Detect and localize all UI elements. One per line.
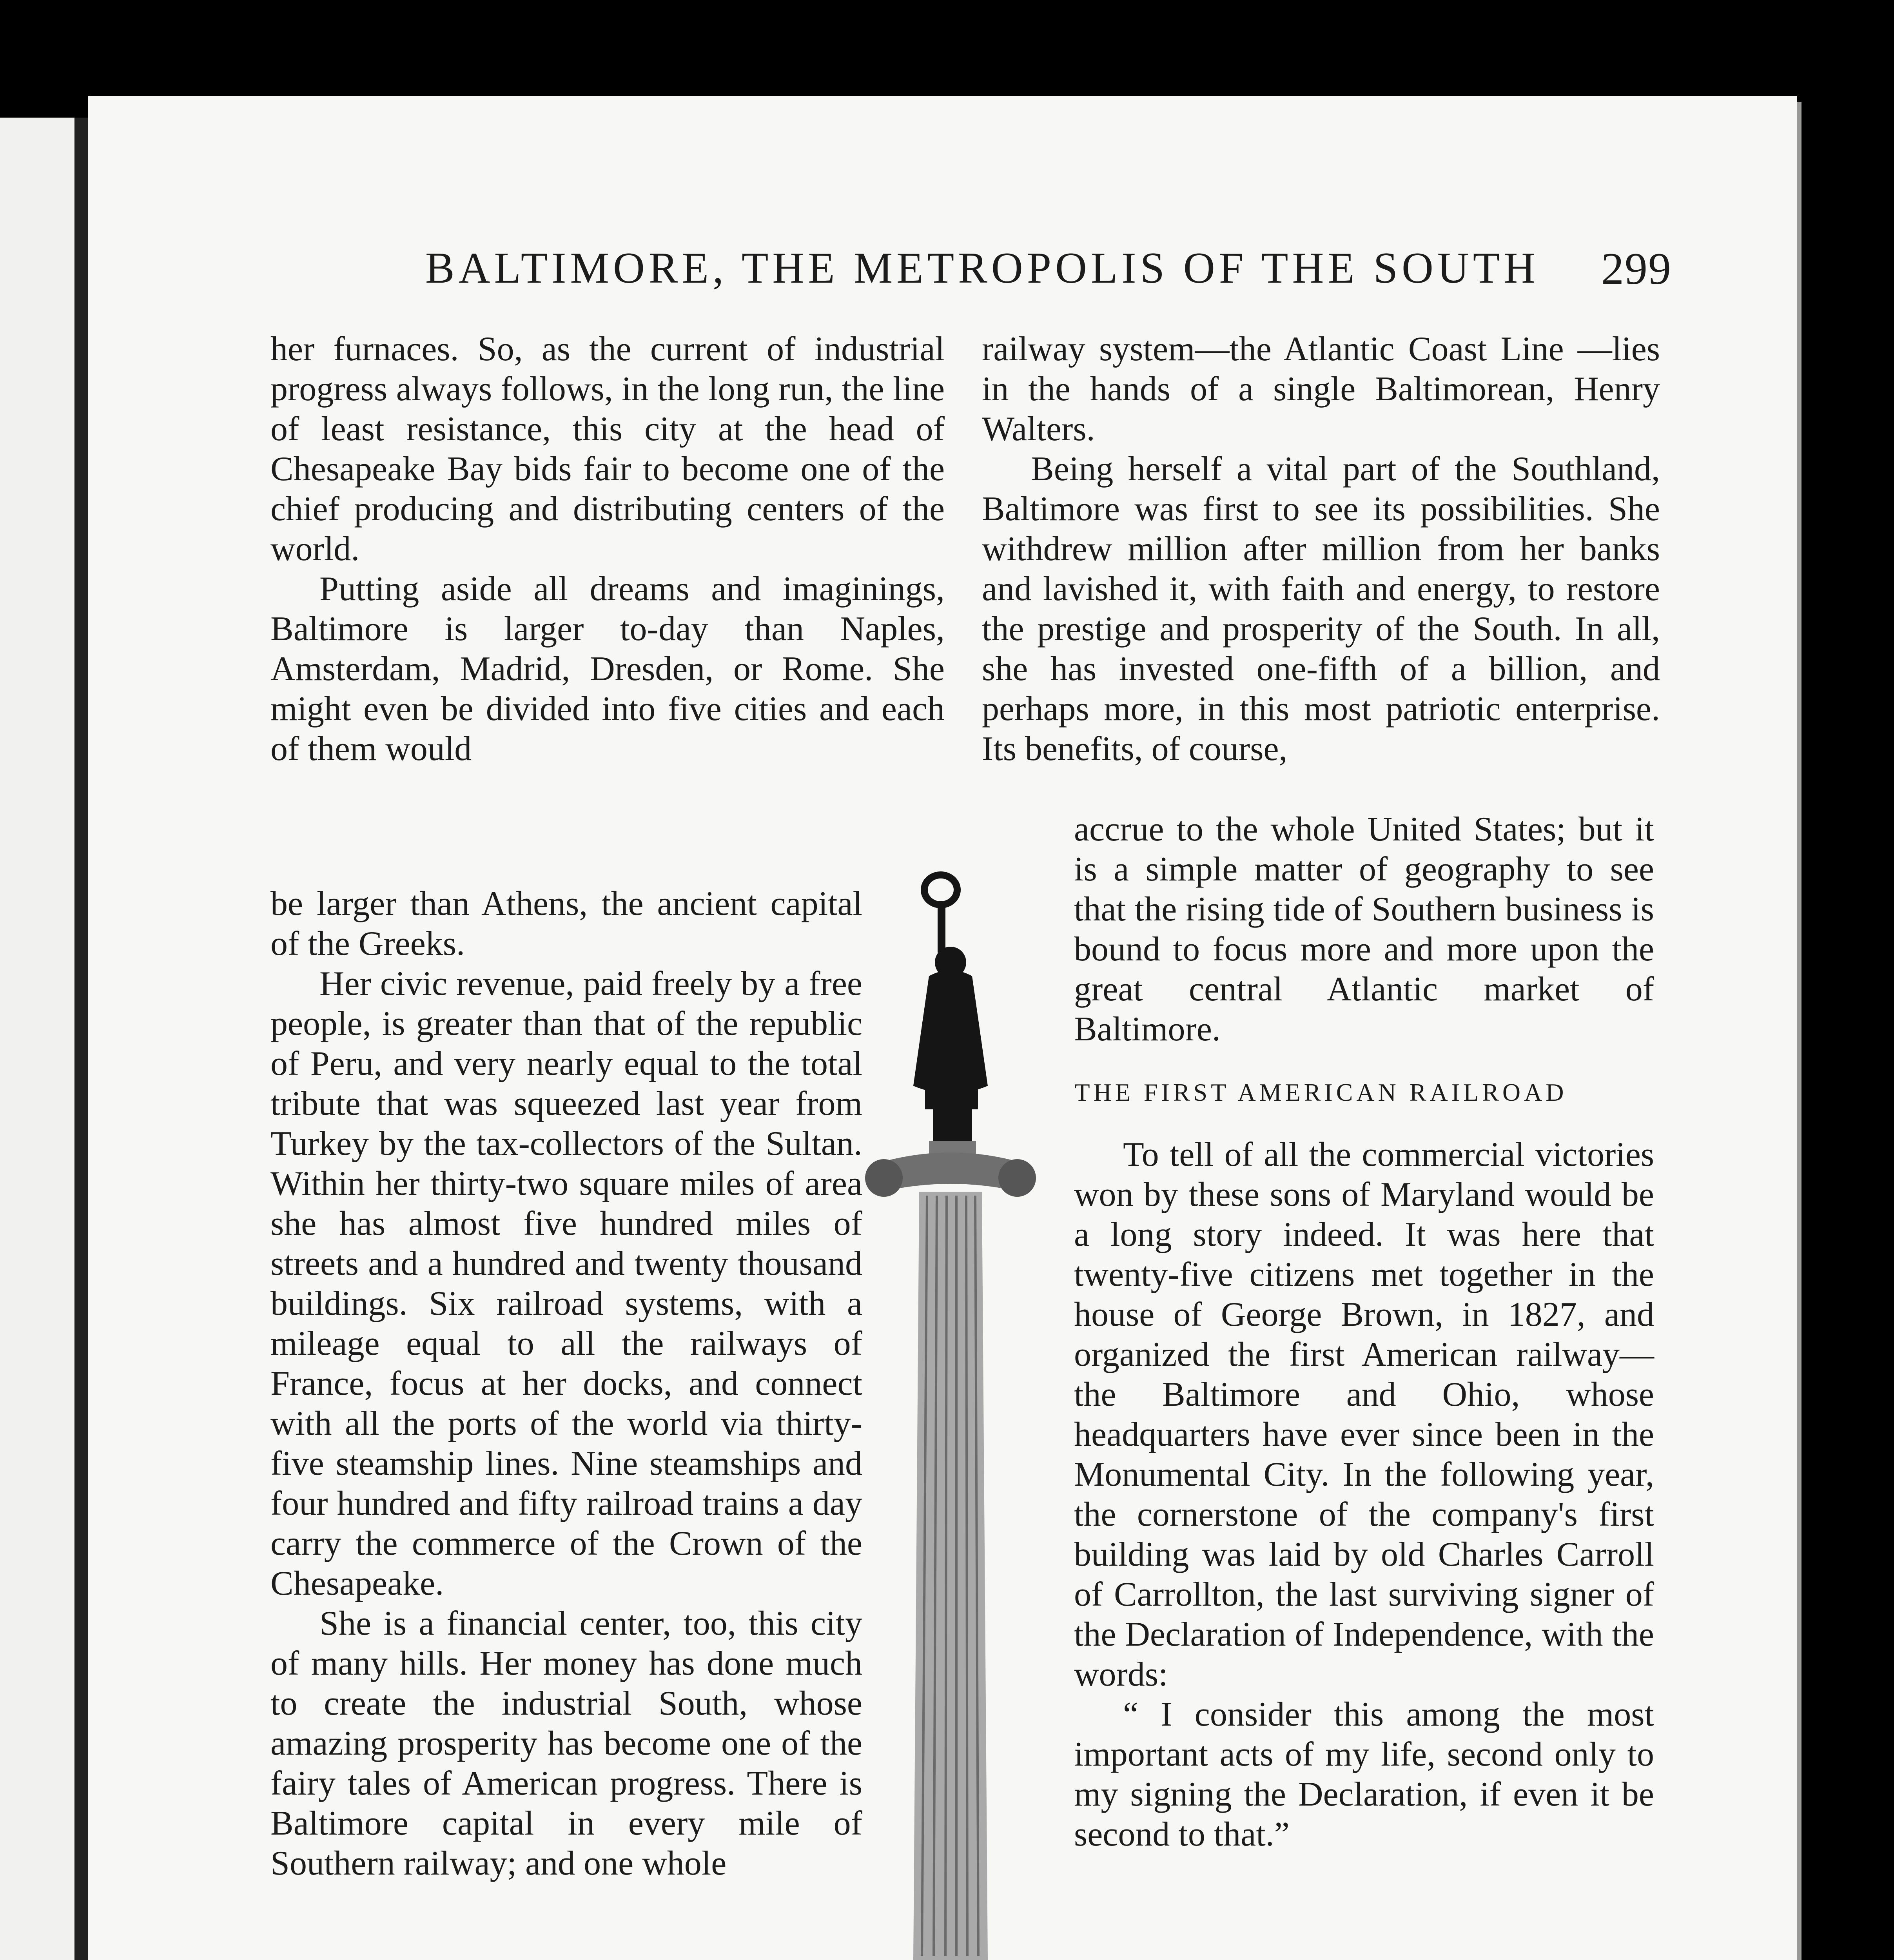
revolutionary-monument [784, 866, 1117, 1960]
previous-page-strip [0, 118, 76, 1960]
paragraph: railway system—the Atlantic Coast Line —lies in the hands of a single Baltimorean, Henry Walters. [982, 330, 1660, 448]
paragraph: Her civic revenue, paid freely by a free people, is greater than that of the republic of Peru, and very nearly equal to the total tribute that was squeezed last year from Turkey by the tax-collectors of the Sultan. Within her thirty-two square miles of area she has almost five hundred miles of streets and a hundred and twenty thousand buildings. Six railroad systems, with a mileage equal to all the railways of France, focus at her docks, and connect with all the ports of the world via thirty-five steamship lines. Nine steamships and four hundred and fifty railroad trains a day carry the commerce of the Crown of the Chesapeake. [270, 965, 862, 1602]
right-column-narrow-2 [1074, 1135, 1654, 1855]
quotation: “ I consider this among the most important acts of my life, second only to my signing the Declaration, if even it be second to that.” [1074, 1695, 1654, 1853]
paragraph: be larger than Athens, the ancient capital of the Greeks. [270, 885, 862, 963]
paragraph: her furnaces. So, as the current of industrial progress always follows, in the long run, the line of least resistance, this city at the head of Chesapeake Bay bids fair to become one of the chief producing and distributing centers of the world. [270, 330, 945, 568]
left-column [270, 329, 945, 769]
paragraph: accrue to the whole United States; but it is a simple matter of geography to see that the rising tide of Southern business is bound to focus more and more upon the great central Atlantic market of Baltimore. [1074, 810, 1654, 1048]
page-number: 299 [1601, 244, 1672, 294]
paragraph: She is a financial center, too, this city of many hills. Her money has done much to create the industrial South, whose amazing prosperity has become one of the fairy tales of American progress. There is Baltimore capital in every mile of Southern railway; and one whole [270, 1604, 862, 1882]
section-heading: THE FIRST AMERICAN RAILROAD [1074, 1078, 1567, 1106]
right-column [982, 329, 1660, 769]
left-column-narrow [270, 884, 862, 1884]
page-gutter [74, 118, 88, 1960]
paragraph: Being herself a vital part of the Southland, Baltimore was first to see its possibilities. She withdrew million after million from her banks and lavished it, with faith and energy, to restore the prestige and prosperity of the South. In all, she has invested one-fifth of a billion, and perhaps more, in this most patriotic enterprise. Its benefits, of course, [982, 450, 1660, 768]
running-head: BALTIMORE, THE METROPOLIS OF THE SOUTH [425, 244, 1540, 292]
paragraph: To tell of all the commercial victories won by these sons of Maryland would be a long story indeed. It was here that twenty-five citizens met together in the house of George Brown, in 1827, and organized the first American railway—the Baltimore and Ohio, whose headquarters have ever since been in the Monumental City. In the following year, the cornerstone of the company's first building was laid by old Charles Carroll of Carrollton, the last surviving signer of the Declaration of Independence, with the words: [1074, 1136, 1654, 1693]
paragraph: Putting aside all dreams and imaginings, Baltimore is larger to-day than Naples, Amsterdam, Madrid, Dresden, or Rome. She might even be divided into five cities and each of them would [270, 570, 945, 768]
right-column-narrow [1074, 809, 1654, 1049]
